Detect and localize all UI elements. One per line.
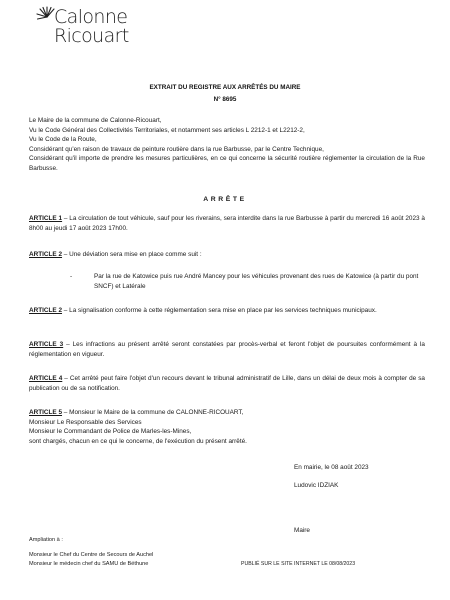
signature-name: Ludovic IDZIAK: [294, 482, 339, 489]
publication-notice: PUBLIÉ SUR LE SITE INTERNET LE 08/08/2023: [241, 561, 356, 567]
logo-line-2: Ricouart: [54, 25, 129, 47]
article-2: [29, 250, 425, 260]
signature-place-date: En mairie, le 08 août 2023: [294, 464, 369, 471]
article-5-text: – Monsieur le Maire de la commune de CALONNE-RICOUART,: [62, 409, 244, 416]
document-number: N° 8695: [213, 96, 237, 103]
article-4: [29, 374, 425, 393]
article-2-label: ARTICLE 2: [29, 251, 63, 258]
ampliation-recipient-1: Monsieur le Chef du Centre de Secours de Auchel: [29, 552, 154, 558]
ampliation-label: Ampliation à :: [29, 537, 63, 543]
arrete-heading: ARRÊTE: [203, 196, 247, 203]
article-4-text: – Cet arrêté peut faire l'objet d'un recours devant le tribunal administratif de Lille, dans un délai de deux mois à compter de sa publication ou de sa notification.: [29, 375, 425, 392]
article-4-label: ARTICLE 4: [29, 375, 63, 382]
logo-line-1: Calonne: [54, 6, 128, 28]
article-3: [29, 340, 425, 359]
signature-role: Maire: [294, 527, 310, 534]
article-2-detour-text: Par la rue de Katowice puis rue André Mancey pour les véhicules provenant des rues de Katowice (à partir du pont SNCF) et Latérale: [94, 273, 419, 290]
article-5-line-4: sont chargés, chacun en ce qui le concerne, de l'exécution du présent arrêté.: [29, 438, 247, 445]
article-3-label: ARTICLE 3: [29, 341, 64, 348]
article-5-label: ARTICLE 5: [29, 409, 63, 416]
document-title: EXTRAIT DU REGISTRE AUX ARRÊTÉS DU MAIRE: [149, 84, 301, 91]
article-1-text: – La circulation de tout véhicule, sauf pour les riverains, sera interdite dans la rue Barbusse à partir du mercredi 16 août 2023 à 8h00 au jeudi 17 août 2023 17h00.: [29, 215, 425, 232]
bullet-dash: -: [70, 273, 73, 280]
calonne-ricouart-logo: [36, 4, 146, 54]
article-2b-text: – La signalisation conforme à cette réglementation sera mise en place par les services techniques municipaux.: [62, 307, 377, 314]
article-5-line-2: Monsieur Le Responsable des Services: [29, 419, 142, 426]
preamble-considering-works: Considérant qu'en raison de travaux de peinture routière dans la rue Barbusse, par le Centre Technique,: [29, 146, 324, 153]
article-2b: [29, 306, 425, 316]
preamble-code-route: Vu le Code de la Route,: [29, 136, 97, 143]
logo-wordmark: [54, 8, 129, 46]
article-5: [29, 408, 425, 418]
article-5-line-3: Monsieur le Commandant de Police de Marles-les-Mines,: [29, 428, 192, 435]
article-1-label: ARTICLE 1: [29, 215, 63, 222]
article-2b-label: ARTICLE 2: [29, 307, 63, 314]
preamble-mayor: Le Maire de la commune de Calonne-Ricouart,: [29, 117, 162, 124]
preamble-cgct: Vu le Code Général des Collectivités Territoriales, et notamment ses articles L 2212-1 et L2212-2,: [29, 127, 305, 134]
article-2-text: – Une déviation sera mise en place comme suit :: [62, 251, 202, 258]
preamble-considering-safety: Considérant qu'il importe de prendre les mesures particulières, en ce qui concerne la sécurité routière réglementer la circulation de la Rue Barbusse.: [29, 155, 425, 172]
ampliation-recipient-2: Monsieur le médecin chef du SAMU de Béthune: [29, 561, 149, 567]
article-1: [29, 214, 425, 233]
article-3-text: – Les infractions au présent arrêté seront constatées par procès-verbal et feront l'objet de poursuites conformément à la réglementation en vigueur.: [29, 341, 425, 358]
